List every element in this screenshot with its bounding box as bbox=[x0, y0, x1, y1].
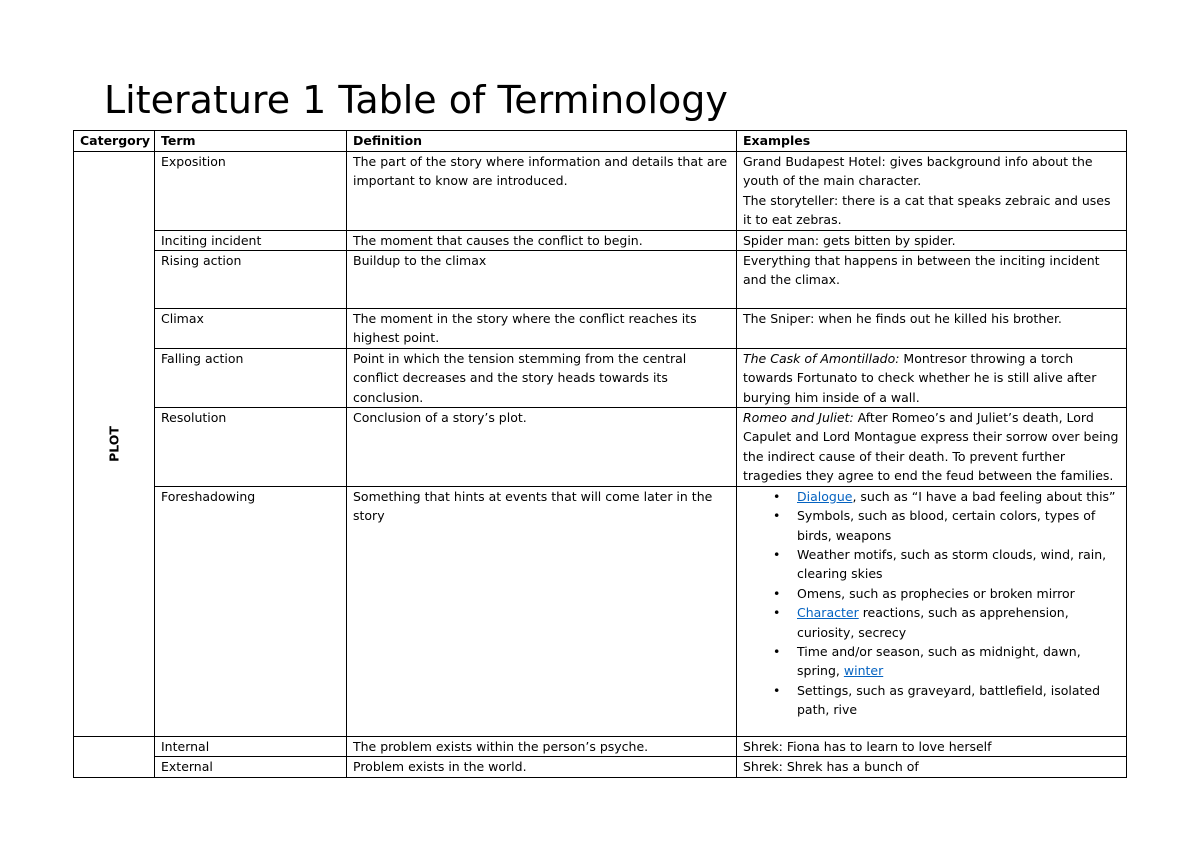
example-text: Montresor throwing a torch towards Fortunato to check whether he is still alive after burying him inside of a wall. bbox=[743, 350, 1097, 405]
character-link[interactable]: Character bbox=[797, 605, 859, 621]
table-row bbox=[74, 251, 1127, 309]
term-cell: Exposition bbox=[155, 152, 347, 231]
definition-cell: Conclusion of a story’s plot. bbox=[347, 408, 737, 487]
list-item bbox=[743, 681, 1120, 720]
example-text: After Romeo’s and Juliet’s death, Lord Capulet and Lord Montague express their sorrow over being the indirect cause of their death. To prevent further tragedies they agree to end the feud between the families. bbox=[743, 410, 1119, 484]
table-row bbox=[74, 757, 1127, 777]
table-row bbox=[74, 736, 1127, 756]
term-cell: Rising action bbox=[155, 251, 347, 309]
examples-cell: The Sniper: when he finds out he killed his brother. bbox=[737, 309, 1127, 349]
examples-cell: Shrek: Shrek has a bunch of bbox=[737, 757, 1127, 777]
definition-cell: Something that hints at events that will come later in the story bbox=[347, 486, 737, 736]
list-item-text: Symbols, such as blood, certain colors, types of birds, weapons bbox=[797, 508, 1096, 543]
header-term: Term bbox=[155, 131, 347, 152]
list-item-text: Omens, such as prophecies or broken mirror bbox=[797, 585, 1075, 601]
header-examples: Examples bbox=[737, 131, 1127, 152]
examples-cell: Everything that happens in between the inciting incident and the climax. bbox=[737, 251, 1127, 309]
category-cell-plot bbox=[74, 152, 155, 737]
list-item bbox=[743, 642, 1120, 681]
table-row bbox=[74, 486, 1127, 736]
examples-cell bbox=[737, 408, 1127, 487]
table-row bbox=[74, 408, 1127, 487]
table-row bbox=[74, 152, 1127, 231]
bullet-icon: • bbox=[773, 605, 781, 621]
term-cell: Resolution bbox=[155, 408, 347, 487]
definition-cell: Problem exists in the world. bbox=[347, 757, 737, 777]
examples-cell bbox=[737, 348, 1127, 407]
term-cell: Internal bbox=[155, 736, 347, 756]
page-title: Literature 1 Table of Terminology bbox=[104, 78, 728, 122]
bullet-icon: • bbox=[773, 546, 781, 562]
definition-cell: The moment in the story where the conflict reaches its highest point. bbox=[347, 309, 737, 349]
examples-cell: Spider man: gets bitten by spider. bbox=[737, 230, 1127, 250]
table-row bbox=[74, 230, 1127, 250]
bullet-icon: • bbox=[773, 585, 781, 601]
table-row bbox=[74, 309, 1127, 349]
definition-cell: Point in which the tension stemming from the central conflict decreases and the story heads towards its conclusion. bbox=[347, 348, 737, 407]
winter-link[interactable]: winter bbox=[843, 663, 884, 679]
header-definition: Definition bbox=[347, 131, 737, 152]
term-cell: Falling action bbox=[155, 348, 347, 407]
list-item bbox=[743, 584, 1120, 603]
term-cell: Climax bbox=[155, 309, 347, 349]
example-text: Grand Budapest Hotel: gives background info about the youth of the main character. bbox=[743, 154, 1093, 189]
list-item-text: reactions, such as apprehension, curiosity, secrecy bbox=[797, 605, 1069, 640]
bullet-icon: • bbox=[773, 643, 781, 659]
term-cell: Foreshadowing bbox=[155, 486, 347, 736]
list-item bbox=[743, 487, 1120, 506]
dialogue-link[interactable]: Dialogue bbox=[797, 488, 853, 504]
table-row bbox=[74, 348, 1127, 407]
definition-cell: The part of the story where information and details that are important to know are introduced. bbox=[347, 152, 737, 231]
example-text: The storyteller: there is a cat that speaks zebraic and uses it to eat zebras. bbox=[743, 192, 1111, 228]
list-item bbox=[743, 603, 1120, 642]
term-cell: Inciting incident bbox=[155, 230, 347, 250]
list-item-text: Time and/or season, such as midnight, dawn, spring, bbox=[797, 643, 1081, 679]
category-cell-conflict bbox=[74, 736, 155, 777]
examples-cell bbox=[737, 152, 1127, 231]
example-work-title: The Cask of Amontillado: bbox=[743, 350, 900, 366]
definition-cell: The moment that causes the conflict to begin. bbox=[347, 230, 737, 250]
terminology-table bbox=[73, 130, 1127, 778]
header-category: Catergory bbox=[74, 131, 155, 152]
list-item-text: , such as “I have a bad feeling about this” bbox=[852, 488, 1116, 504]
category-label-plot: PLOT bbox=[106, 425, 122, 462]
list-item-text: Weather motifs, such as storm clouds, wind, rain, clearing skies bbox=[797, 546, 1107, 582]
bullet-icon: • bbox=[773, 682, 781, 698]
examples-cell: Shrek: Fiona has to learn to love herself bbox=[737, 736, 1127, 756]
list-item-text: Settings, such as graveyard, battlefield, isolated path, rive bbox=[797, 682, 1101, 718]
examples-cell bbox=[737, 486, 1127, 736]
definition-cell: Buildup to the climax bbox=[347, 251, 737, 309]
definition-cell: The problem exists within the person’s psyche. bbox=[347, 736, 737, 756]
example-work-title: Romeo and Juliet: bbox=[743, 410, 854, 426]
list-item bbox=[743, 545, 1120, 584]
foreshadowing-list bbox=[743, 487, 1120, 720]
bullet-icon: • bbox=[773, 508, 781, 524]
list-item bbox=[743, 506, 1120, 545]
term-cell: External bbox=[155, 757, 347, 777]
bullet-icon: • bbox=[773, 488, 781, 504]
table-header-row bbox=[74, 131, 1127, 152]
